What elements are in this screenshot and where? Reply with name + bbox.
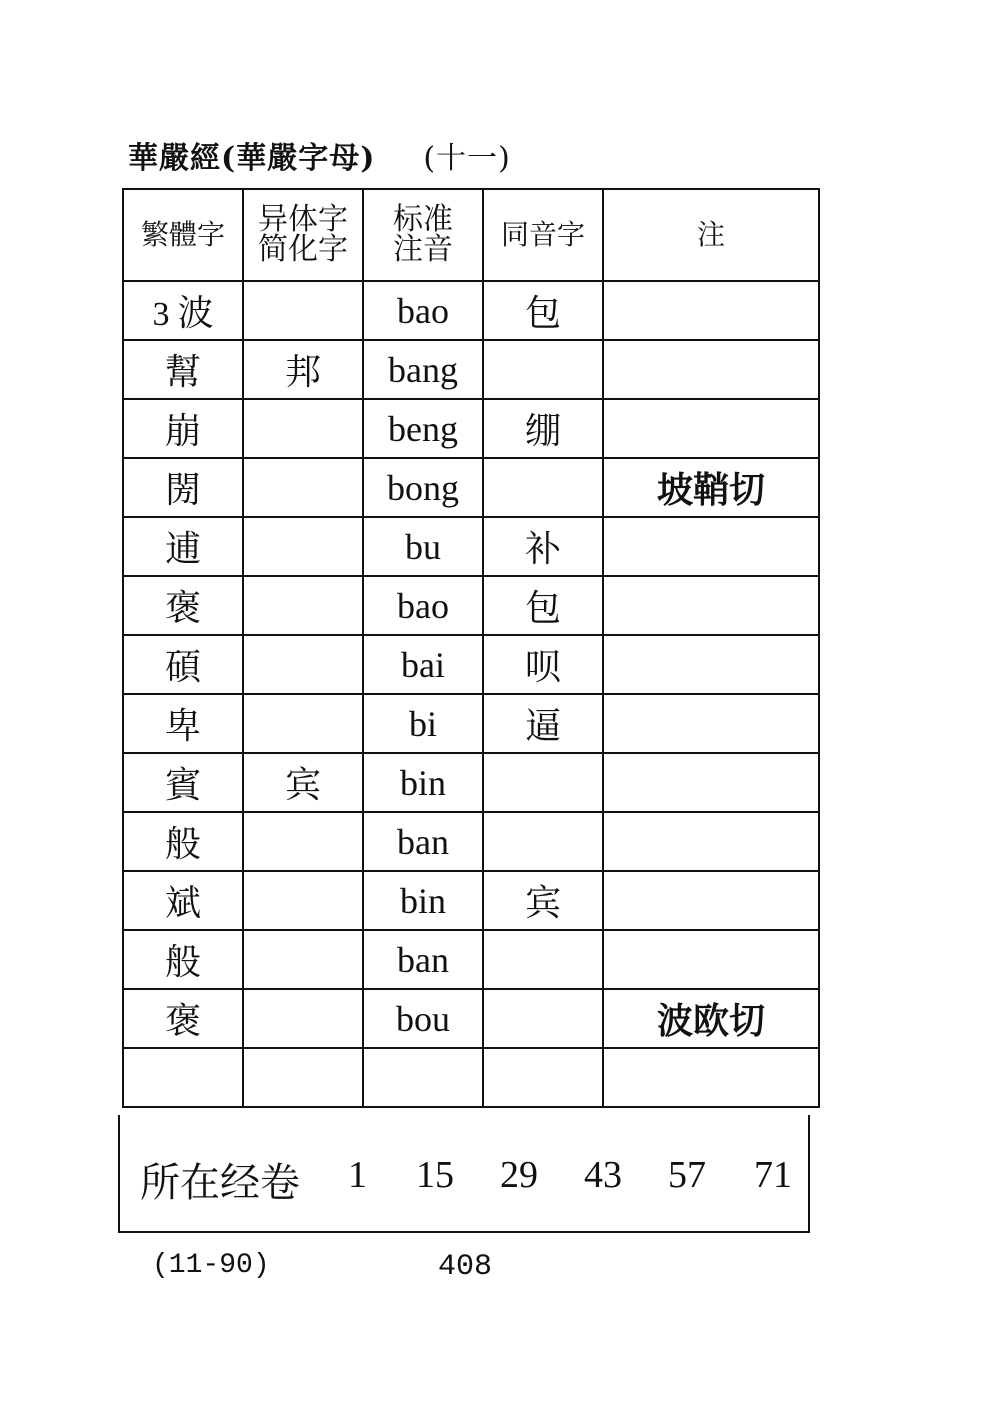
page-number: 408 (438, 1250, 493, 1284)
table-row (123, 871, 819, 930)
traditional-cell (123, 694, 243, 753)
variant-cell (243, 399, 363, 458)
note-cell (603, 576, 819, 635)
empty-cell (603, 1048, 819, 1107)
table-row (123, 635, 819, 694)
traditional-cell (123, 340, 243, 399)
note-cell (603, 399, 819, 458)
volume-number: 57 (668, 1154, 706, 1196)
header-homophone: 同音字 (483, 189, 603, 281)
volume-footer (118, 1115, 810, 1233)
homophone-cell: 绷 (483, 399, 603, 458)
pinyin-cell: bang (363, 340, 483, 399)
homophone-cell: 补 (483, 517, 603, 576)
pinyin-cell: bin (363, 871, 483, 930)
variant-cell (243, 576, 363, 635)
traditional-cell (123, 281, 243, 340)
traditional-cell (123, 930, 243, 989)
table-row (123, 753, 819, 812)
homophone-cell (483, 930, 603, 989)
note-cell (603, 517, 819, 576)
table-row (123, 281, 819, 340)
variant-cell (243, 930, 363, 989)
pinyin-cell: bao (363, 576, 483, 635)
pinyin-cell: bu (363, 517, 483, 576)
volume-number: 15 (416, 1154, 454, 1196)
traditional-char: 斌 (164, 883, 201, 924)
note-cell (603, 812, 819, 871)
header-pinyin-line1: 标准 (393, 202, 453, 237)
empty-cell (363, 1048, 483, 1107)
variant-cell: 宾 (243, 753, 363, 812)
pinyin-cell: bai (363, 635, 483, 694)
empty-cell (243, 1048, 363, 1107)
header-traditional: 繁體字 (123, 189, 243, 281)
traditional-cell (123, 576, 243, 635)
variant-cell: 邦 (243, 340, 363, 399)
traditional-char: 褒 (164, 1001, 201, 1042)
variant-cell (243, 517, 363, 576)
table-header-row (123, 189, 819, 281)
pinyin-cell: ban (363, 812, 483, 871)
header-pinyin-line2: 注音 (393, 232, 453, 267)
title-text: 華嚴經(華嚴字母) (128, 141, 376, 176)
traditional-cell (123, 753, 243, 812)
note-cell (603, 281, 819, 340)
traditional-char: 般 (164, 824, 201, 865)
homophone-cell (483, 989, 603, 1048)
homophone-cell: 包 (483, 281, 603, 340)
header-variant-line2: 简化字 (258, 232, 348, 267)
row-number: 3 (152, 296, 170, 333)
page-code: (11-90) (152, 1250, 270, 1281)
header-variant-line1: 异体字 (258, 202, 348, 237)
pinyin-cell: bi (363, 694, 483, 753)
page-title (128, 133, 511, 177)
traditional-cell (123, 812, 243, 871)
pinyin-cell: ban (363, 930, 483, 989)
volume-number: 29 (500, 1154, 538, 1196)
volume-number: 71 (754, 1154, 792, 1196)
table-row (123, 930, 819, 989)
note-cell (603, 753, 819, 812)
empty-cell (123, 1048, 243, 1107)
note-cell: 坡鞘切 (603, 458, 819, 517)
homophone-cell (483, 458, 603, 517)
traditional-cell (123, 399, 243, 458)
variant-cell (243, 635, 363, 694)
homophone-cell (483, 812, 603, 871)
table-row (123, 812, 819, 871)
header-note: 注 (603, 189, 819, 281)
traditional-char: 波 (177, 293, 214, 334)
note-cell (603, 871, 819, 930)
homophone-cell (483, 753, 603, 812)
header-pinyin (363, 189, 483, 281)
pinyin-cell: bao (363, 281, 483, 340)
variant-cell (243, 458, 363, 517)
blank-row (123, 1048, 819, 1107)
traditional-char: 閍 (164, 470, 201, 511)
traditional-char: 碩 (164, 647, 201, 688)
section-number: (十一) (423, 141, 511, 176)
traditional-cell (123, 517, 243, 576)
traditional-char: 般 (164, 942, 201, 983)
variant-cell (243, 694, 363, 753)
traditional-char: 逋 (164, 529, 201, 570)
note-cell (603, 635, 819, 694)
header-variant (243, 189, 363, 281)
homophone-cell: 宾 (483, 871, 603, 930)
variant-cell (243, 812, 363, 871)
pinyin-cell: beng (363, 399, 483, 458)
volume-label: 所在经卷 (140, 1160, 300, 1206)
variant-cell (243, 989, 363, 1048)
homophone-cell: 逼 (483, 694, 603, 753)
table-row (123, 694, 819, 753)
variant-cell (243, 281, 363, 340)
traditional-cell (123, 458, 243, 517)
table-row (123, 517, 819, 576)
character-table (122, 188, 820, 1108)
note-cell (603, 340, 819, 399)
table-row (123, 399, 819, 458)
volume-number: 1 (348, 1154, 367, 1196)
pinyin-cell: bou (363, 989, 483, 1048)
table-row (123, 989, 819, 1048)
traditional-cell (123, 989, 243, 1048)
traditional-char: 褒 (164, 588, 201, 629)
pinyin-cell: bong (363, 458, 483, 517)
pinyin-cell: bin (363, 753, 483, 812)
homophone-cell: 包 (483, 576, 603, 635)
table-row (123, 340, 819, 399)
table-row (123, 458, 819, 517)
volume-number: 43 (584, 1154, 622, 1196)
traditional-cell (123, 871, 243, 930)
table-row (123, 576, 819, 635)
note-cell (603, 930, 819, 989)
note-cell: 波欧切 (603, 989, 819, 1048)
homophone-cell (483, 340, 603, 399)
variant-cell (243, 871, 363, 930)
traditional-char: 崩 (164, 411, 201, 452)
traditional-char: 賓 (164, 765, 201, 806)
empty-cell (483, 1048, 603, 1107)
traditional-cell (123, 635, 243, 694)
traditional-char: 幫 (164, 352, 201, 393)
homophone-cell: 呗 (483, 635, 603, 694)
table-body (123, 281, 819, 1107)
traditional-char: 卑 (164, 706, 201, 747)
note-cell (603, 694, 819, 753)
